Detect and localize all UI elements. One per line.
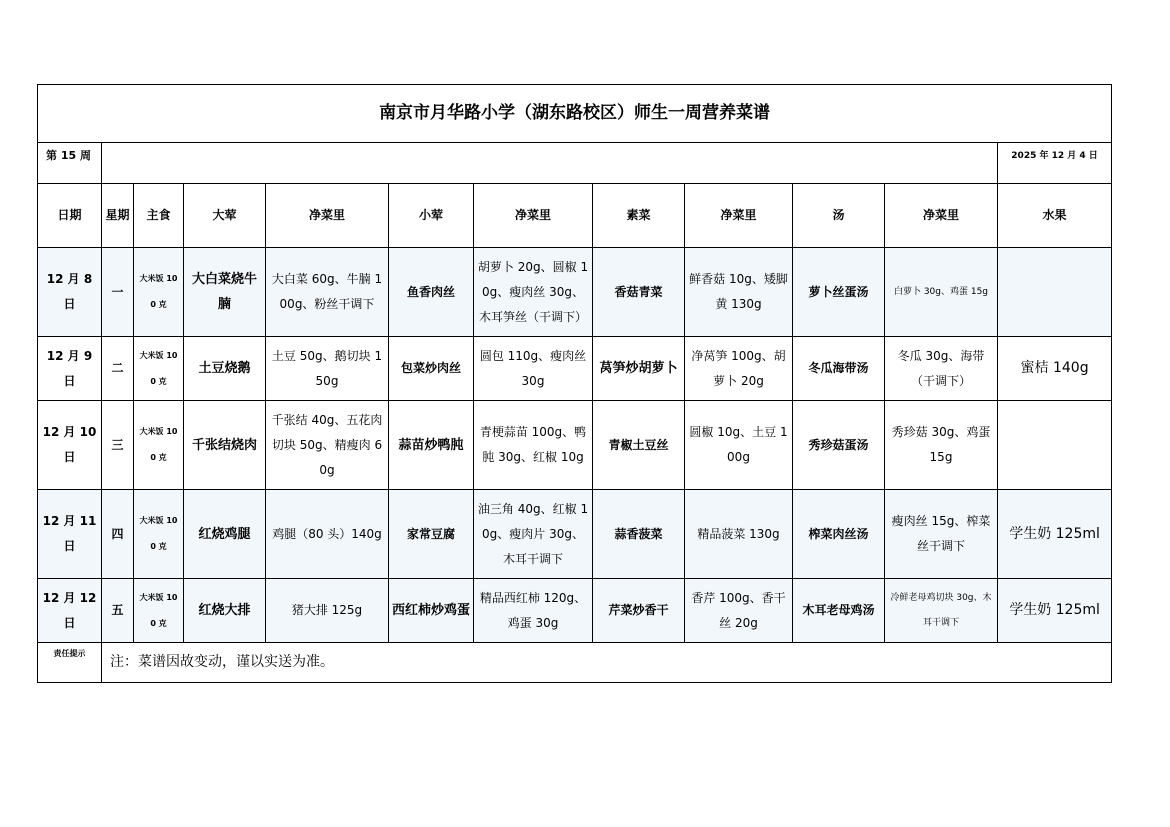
row-small-dish: 家常豆腐 xyxy=(389,490,474,579)
header-veg-dish: 素菜 xyxy=(593,184,685,248)
note-label: 责任提示 xyxy=(38,643,102,683)
row-fruit xyxy=(998,248,1112,337)
row-main-weight: 鸡腿（80 头）140g xyxy=(266,490,389,579)
row-small-weight: 精品西红柿 120g、鸡蛋 30g xyxy=(474,579,593,643)
week-number: 第 15 周 xyxy=(38,143,102,184)
row-staple: 大米饭 100 克 xyxy=(134,401,184,490)
header-main-weight: 净菜里 xyxy=(266,184,389,248)
row-small-dish: 包菜炒肉丝 xyxy=(389,337,474,401)
row-date: 12 月 8 日 xyxy=(38,248,102,337)
row-main-dish: 红烧大排 xyxy=(184,579,266,643)
row-small-weight: 胡萝卜 20g、圆椒 10g、瘦肉丝 30g、木耳笋丝（干调下） xyxy=(474,248,593,337)
row-fruit: 学生奶 125ml xyxy=(998,579,1112,643)
row-date: 12 月 10 日 xyxy=(38,401,102,490)
row-soup: 木耳老母鸡汤 xyxy=(793,579,885,643)
row-veg-dish: 蒜香菠菜 xyxy=(593,490,685,579)
row-soup: 榨菜肉丝汤 xyxy=(793,490,885,579)
row-main-weight: 千张结 40g、五花肉切块 50g、精瘦肉 60g xyxy=(266,401,389,490)
row-small-dish: 鱼香肉丝 xyxy=(389,248,474,337)
weekly-menu-table xyxy=(37,84,1112,683)
row-main-dish: 大白菜烧牛腩 xyxy=(184,248,266,337)
row-main-weight: 大白菜 60g、牛腩 100g、粉丝干调下 xyxy=(266,248,389,337)
row-soup-weight: 冷鲜老母鸡切块 30g、木耳干调下 xyxy=(885,579,998,643)
header-date: 日期 xyxy=(38,184,102,248)
row-fruit: 学生奶 125ml xyxy=(998,490,1112,579)
row-small-weight: 油三角 40g、红椒 10g、瘦肉片 30g、木耳干调下 xyxy=(474,490,593,579)
header-row xyxy=(38,184,1112,248)
row-small-dish: 西红柿炒鸡蛋 xyxy=(389,579,474,643)
row-weekday: 四 xyxy=(102,490,134,579)
row-small-weight: 青梗蒜苗 100g、鸭肫 30g、红椒 10g xyxy=(474,401,593,490)
row-main-dish: 千张结烧肉 xyxy=(184,401,266,490)
header-main-dish: 大荤 xyxy=(184,184,266,248)
row-staple: 大米饭 100 克 xyxy=(134,579,184,643)
row-soup: 秀珍菇蛋汤 xyxy=(793,401,885,490)
page-title: 南京市月华路小学（湖东路校区）师生一周营养菜谱 xyxy=(38,85,1112,143)
row-date: 12 月 12 日 xyxy=(38,579,102,643)
row-small-dish: 蒜苗炒鸭肫 xyxy=(389,401,474,490)
row-main-weight: 土豆 50g、鹅切块 150g xyxy=(266,337,389,401)
row-main-dish: 土豆烧鹅 xyxy=(184,337,266,401)
table-row xyxy=(38,401,1112,490)
row-soup: 冬瓜海带汤 xyxy=(793,337,885,401)
table-row xyxy=(38,248,1112,337)
table-row xyxy=(38,490,1112,579)
header-weekday: 星期 xyxy=(102,184,134,248)
row-veg-weight: 净莴笋 100g、胡萝卜 20g xyxy=(685,337,793,401)
note-text: 注：菜谱因故变动，谨以实送为准。 xyxy=(102,643,1112,683)
row-weekday: 二 xyxy=(102,337,134,401)
info-blank xyxy=(102,143,998,184)
row-soup-weight: 秀珍菇 30g、鸡蛋 15g xyxy=(885,401,998,490)
issue-date: 2025 年 12 月 4 日 xyxy=(998,143,1112,184)
row-veg-dish: 青椒土豆丝 xyxy=(593,401,685,490)
row-main-weight: 猪大排 125g xyxy=(266,579,389,643)
row-date: 12 月 9 日 xyxy=(38,337,102,401)
row-staple: 大米饭 100 克 xyxy=(134,248,184,337)
header-small-dish: 小荤 xyxy=(389,184,474,248)
row-weekday: 三 xyxy=(102,401,134,490)
row-fruit xyxy=(998,401,1112,490)
header-fruit: 水果 xyxy=(998,184,1112,248)
row-veg-dish: 香菇青菜 xyxy=(593,248,685,337)
row-staple: 大米饭 100 克 xyxy=(134,490,184,579)
row-soup: 萝卜丝蛋汤 xyxy=(793,248,885,337)
row-fruit: 蜜桔 140g xyxy=(998,337,1112,401)
row-veg-dish: 芹菜炒香干 xyxy=(593,579,685,643)
row-veg-weight: 香芹 100g、香干丝 20g xyxy=(685,579,793,643)
row-soup-weight: 白萝卜 30g、鸡蛋 15g xyxy=(885,248,998,337)
row-veg-weight: 鲜香菇 10g、矮脚黄 130g xyxy=(685,248,793,337)
row-staple: 大米饭 100 克 xyxy=(134,337,184,401)
row-main-dish: 红烧鸡腿 xyxy=(184,490,266,579)
table-row xyxy=(38,579,1112,643)
header-staple: 主食 xyxy=(134,184,184,248)
row-soup-weight: 冬瓜 30g、海带（干调下） xyxy=(885,337,998,401)
row-small-weight: 圆包 110g、瘦肉丝 30g xyxy=(474,337,593,401)
row-weekday: 五 xyxy=(102,579,134,643)
header-veg-weight: 净菜里 xyxy=(685,184,793,248)
row-veg-dish: 莴笋炒胡萝卜 xyxy=(593,337,685,401)
table-row xyxy=(38,337,1112,401)
row-veg-weight: 圆椒 10g、土豆 100g xyxy=(685,401,793,490)
header-small-weight: 净菜里 xyxy=(474,184,593,248)
row-weekday: 一 xyxy=(102,248,134,337)
header-soup-weight: 净菜里 xyxy=(885,184,998,248)
row-soup-weight: 瘦肉丝 15g、榨菜丝干调下 xyxy=(885,490,998,579)
row-veg-weight: 精品菠菜 130g xyxy=(685,490,793,579)
header-soup: 汤 xyxy=(793,184,885,248)
row-date: 12 月 11 日 xyxy=(38,490,102,579)
